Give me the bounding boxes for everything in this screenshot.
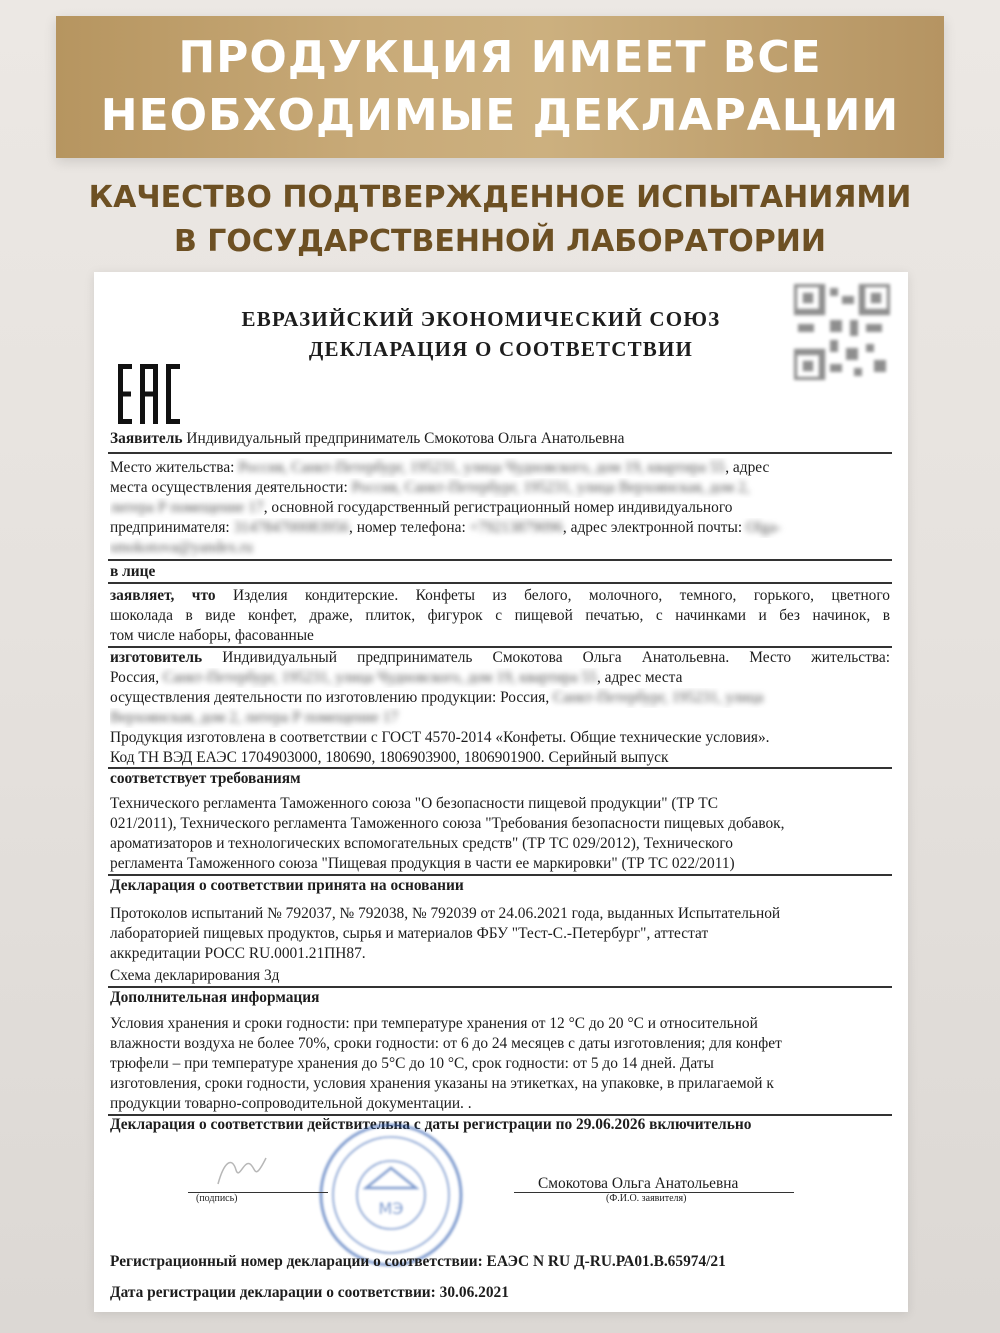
activity-line: места осуществления деятельности: Россия, Санкт-Петербург, 195231, улица Верхоянская, дом 2, bbox=[110, 479, 750, 496]
union-heading: ЕВРАЗИЙСКИЙ ЭКОНОМИЧЕСКИЙ СОЮЗ bbox=[241, 307, 721, 331]
product-line-1: заявляет, что Изделия кондитерские. Конфеты из белого, молочного, темного, горького, цветного bbox=[110, 587, 890, 604]
declaration-document bbox=[94, 272, 908, 1312]
additional-info-line-5: продукции товарно-сопроводительной документации. . bbox=[110, 1095, 472, 1112]
requirements-line-2: 021/2011), Технического регламента Таможенного союза "Требования безопасности пищевых добавок, bbox=[110, 815, 785, 832]
seal-icon bbox=[316, 1120, 466, 1270]
document-title: ДЕКЛАРАЦИЯ О СООТВЕТСТВИИ bbox=[308, 337, 694, 361]
complies-label: соответствует требованиям bbox=[110, 770, 301, 787]
header-banner bbox=[56, 16, 944, 158]
basis-line-1: Протоколов испытаний № 792037, № 792038, № 792039 от 24.06.2021 года, выданных Испытательной bbox=[110, 905, 781, 922]
signature-icon bbox=[214, 1152, 270, 1192]
applicant-name: Смокотова Ольга Анатольевна bbox=[538, 1175, 739, 1192]
requirements-line-1: Технического регламента Таможенного союза "О безопасности пищевой продукции" (ТР ТС bbox=[110, 795, 718, 812]
requirements-line-4: регламента Таможенного союза "Пищевая продукция в части ее маркировки" (ТР ТС 022/2011) bbox=[110, 855, 735, 872]
divider bbox=[108, 452, 892, 454]
subtitle bbox=[0, 176, 1000, 264]
person-label: в лице bbox=[110, 563, 156, 580]
eac-mark-icon bbox=[118, 364, 182, 424]
additional-info-label: Дополнительная информация bbox=[110, 989, 320, 1006]
banner-line-1: ПРОДУКЦИЯ ИМЕЕТ ВСЕ bbox=[178, 32, 822, 83]
additional-info-line-3: трюфели – при температуре хранения до 5°С до 10 °С, срок годности: от 5 до 14 дней. Даты bbox=[110, 1055, 714, 1072]
requirements-line-3: ароматизаторов и технологических вспомогательных средств" (ТР ТС 029/2012), Технического bbox=[110, 835, 733, 852]
email-line: smokotova@yandex.ru bbox=[110, 539, 253, 556]
manufacturer-line-2: Россия, Санкт-Петербург, 195231, улица Чудновского, дом 19, квартира 55, адрес места bbox=[110, 669, 683, 686]
manufacturer-line-3: осуществления деятельности по изготовлению продукции: Россия, Санкт-Петербург, 195231, улица bbox=[110, 689, 764, 706]
name-caption: (Ф.И.О. заявителя) bbox=[606, 1193, 687, 1204]
registration-number: Регистрационный номер декларации о соответствии: ЕАЭС N RU Д-RU.РА01.В.65974/21 bbox=[110, 1253, 726, 1270]
svg-text:МЭ: МЭ bbox=[378, 1199, 404, 1218]
divider bbox=[108, 582, 892, 584]
signature-caption: (подпись) bbox=[196, 1193, 238, 1204]
customs-code-line: Код ТН ВЭД ЕАЭС 1704903000, 180690, 1806903900, 1806901900. Серийный выпуск bbox=[110, 749, 669, 766]
ogrn-line: литера Р помещение 17, основной государственный регистрационный номер индивидуального bbox=[110, 499, 733, 516]
product-line-3: том числе наборы, фасованные bbox=[110, 627, 314, 644]
product-line-2: шоколада в виде конфет, драже, плиток, фигурок с пищевой печатью, с начинками и без начинок, в bbox=[110, 607, 890, 624]
divider bbox=[108, 559, 892, 561]
basis-line-3: аккредитации РОСС RU.0001.21ПН87. bbox=[110, 945, 366, 962]
residence-line: Место жительства: Россия, Санкт-Петербург, 195231, улица Чудновского, дом 19, квартира 55, адрес bbox=[110, 459, 770, 476]
registration-date: Дата регистрации декларации о соответствии: 30.06.2021 bbox=[110, 1284, 509, 1301]
manufacturer-line-1: изготовитель Индивидуальный предприниматель Смокотова Ольга Анатольевна. Место жительства: bbox=[110, 649, 890, 666]
declaration-scheme: Схема декларирования 3д bbox=[110, 967, 280, 984]
subtitle-line-2: В ГОСУДАРСТВЕННОЙ ЛАБОРАТОРИИ bbox=[174, 224, 826, 259]
standard-line: Продукция изготовлена в соответствии с ГОСТ 4570-2014 «Конфеты. Общие технические условия». bbox=[110, 729, 770, 746]
subtitle-line-1: КАЧЕСТВО ПОДТВЕРЖДЕННОЕ ИСПЫТАНИЯМИ bbox=[88, 180, 912, 215]
applicant-line: Заявитель Индивидуальный предприниматель Смокотова Ольга Анатольевна bbox=[110, 430, 625, 447]
banner-line-2: НЕОБХОДИМЫЕ ДЕКЛАРАЦИИ bbox=[100, 90, 900, 141]
additional-info-line-4: изготовления, сроки годности, условия хранения указаны на этикетках, на упаковке, в прилагаемой к bbox=[110, 1075, 774, 1092]
additional-info-line-2: влажности воздуха не более 70%, сроки годности: от 6 до 24 месяцев с даты изготовления; для конфет bbox=[110, 1035, 782, 1052]
additional-info-line-1: Условия хранения и сроки годности: при температуре хранения от 12 °С до 20 °С и относительной bbox=[110, 1015, 758, 1032]
phone-line: предпринимателя: 314784700083956, номер телефона: +79213879096, адрес электронной почты: Olga- bbox=[110, 519, 782, 536]
basis-line-2: лабораторией пищевых продуктов, сырья и материалов ФБУ "Тест-С.-Петербург", аттестат bbox=[110, 925, 709, 942]
manufacturer-line-4: Верхоянская, дом 2, литера Р помещение 17 bbox=[110, 709, 399, 726]
validity-line: Декларация о соответствии действительна с даты регистрации по 29.06.2026 включительно bbox=[110, 1116, 752, 1133]
basis-label: Декларация о соответствии принята на основании bbox=[110, 877, 464, 894]
